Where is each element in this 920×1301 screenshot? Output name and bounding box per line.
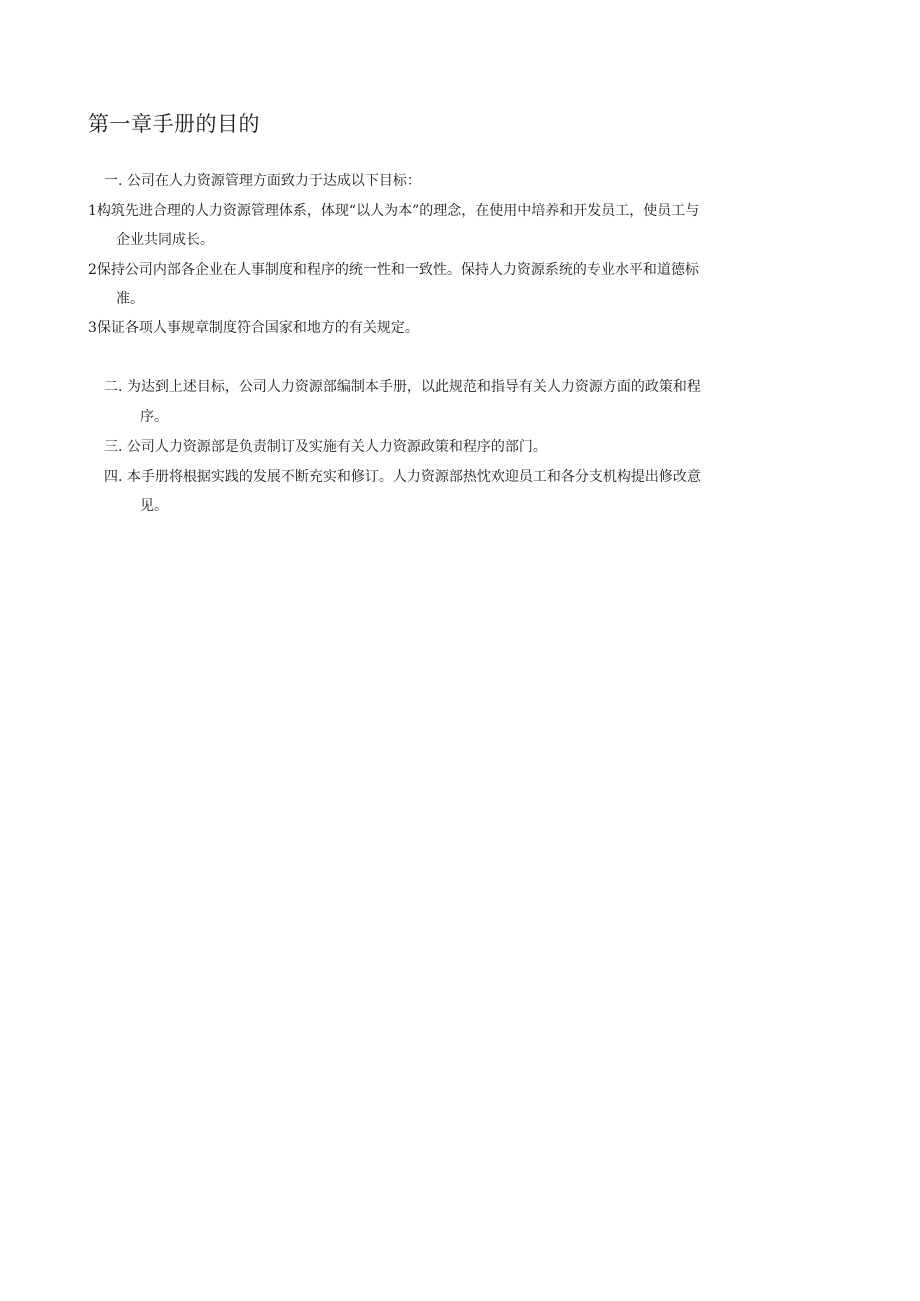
section-4-line-1: 四. 本手册将根据实践的发展不断充实和修订。人力资源部热忱欢迎员工和各分支机构提出修改意 bbox=[104, 469, 701, 485]
goal-item-1-line-2: 企业共同成长。 bbox=[116, 232, 214, 248]
section-2-line-1: 二. 为达到上述目标，公司人力资源部编制本手册，以此规范和指导有关人力资源方面的政策和程 bbox=[104, 379, 701, 395]
chapter-title: 第一章手册的目的 bbox=[88, 112, 260, 136]
section-3-line-1: 三. 公司人力资源部是负责制订及实施有关人力资源政策和程序的部门。 bbox=[104, 439, 547, 455]
section-1-heading: 一. 公司在人力资源管理方面致力于达成以下目标： bbox=[104, 173, 421, 189]
goal-item-3-line-1: 3保证各项人事规章制度符合国家和地方的有关规定。 bbox=[88, 320, 419, 336]
section-4-line-2: 见。 bbox=[140, 498, 168, 514]
section-2-line-2: 序。 bbox=[140, 409, 168, 425]
goal-item-2-line-2: 准。 bbox=[116, 291, 144, 307]
goal-item-1-line-1: 1构筑先进合理的人力资源管理体系，体现“以人为本”的理念，在使用中培养和开发员工，使员工与 bbox=[88, 203, 700, 219]
goal-item-2-line-1: 2保持公司内部各企业在人事制度和程序的统一性和一致性。保持人力资源系统的专业水平和道德标 bbox=[88, 262, 699, 278]
